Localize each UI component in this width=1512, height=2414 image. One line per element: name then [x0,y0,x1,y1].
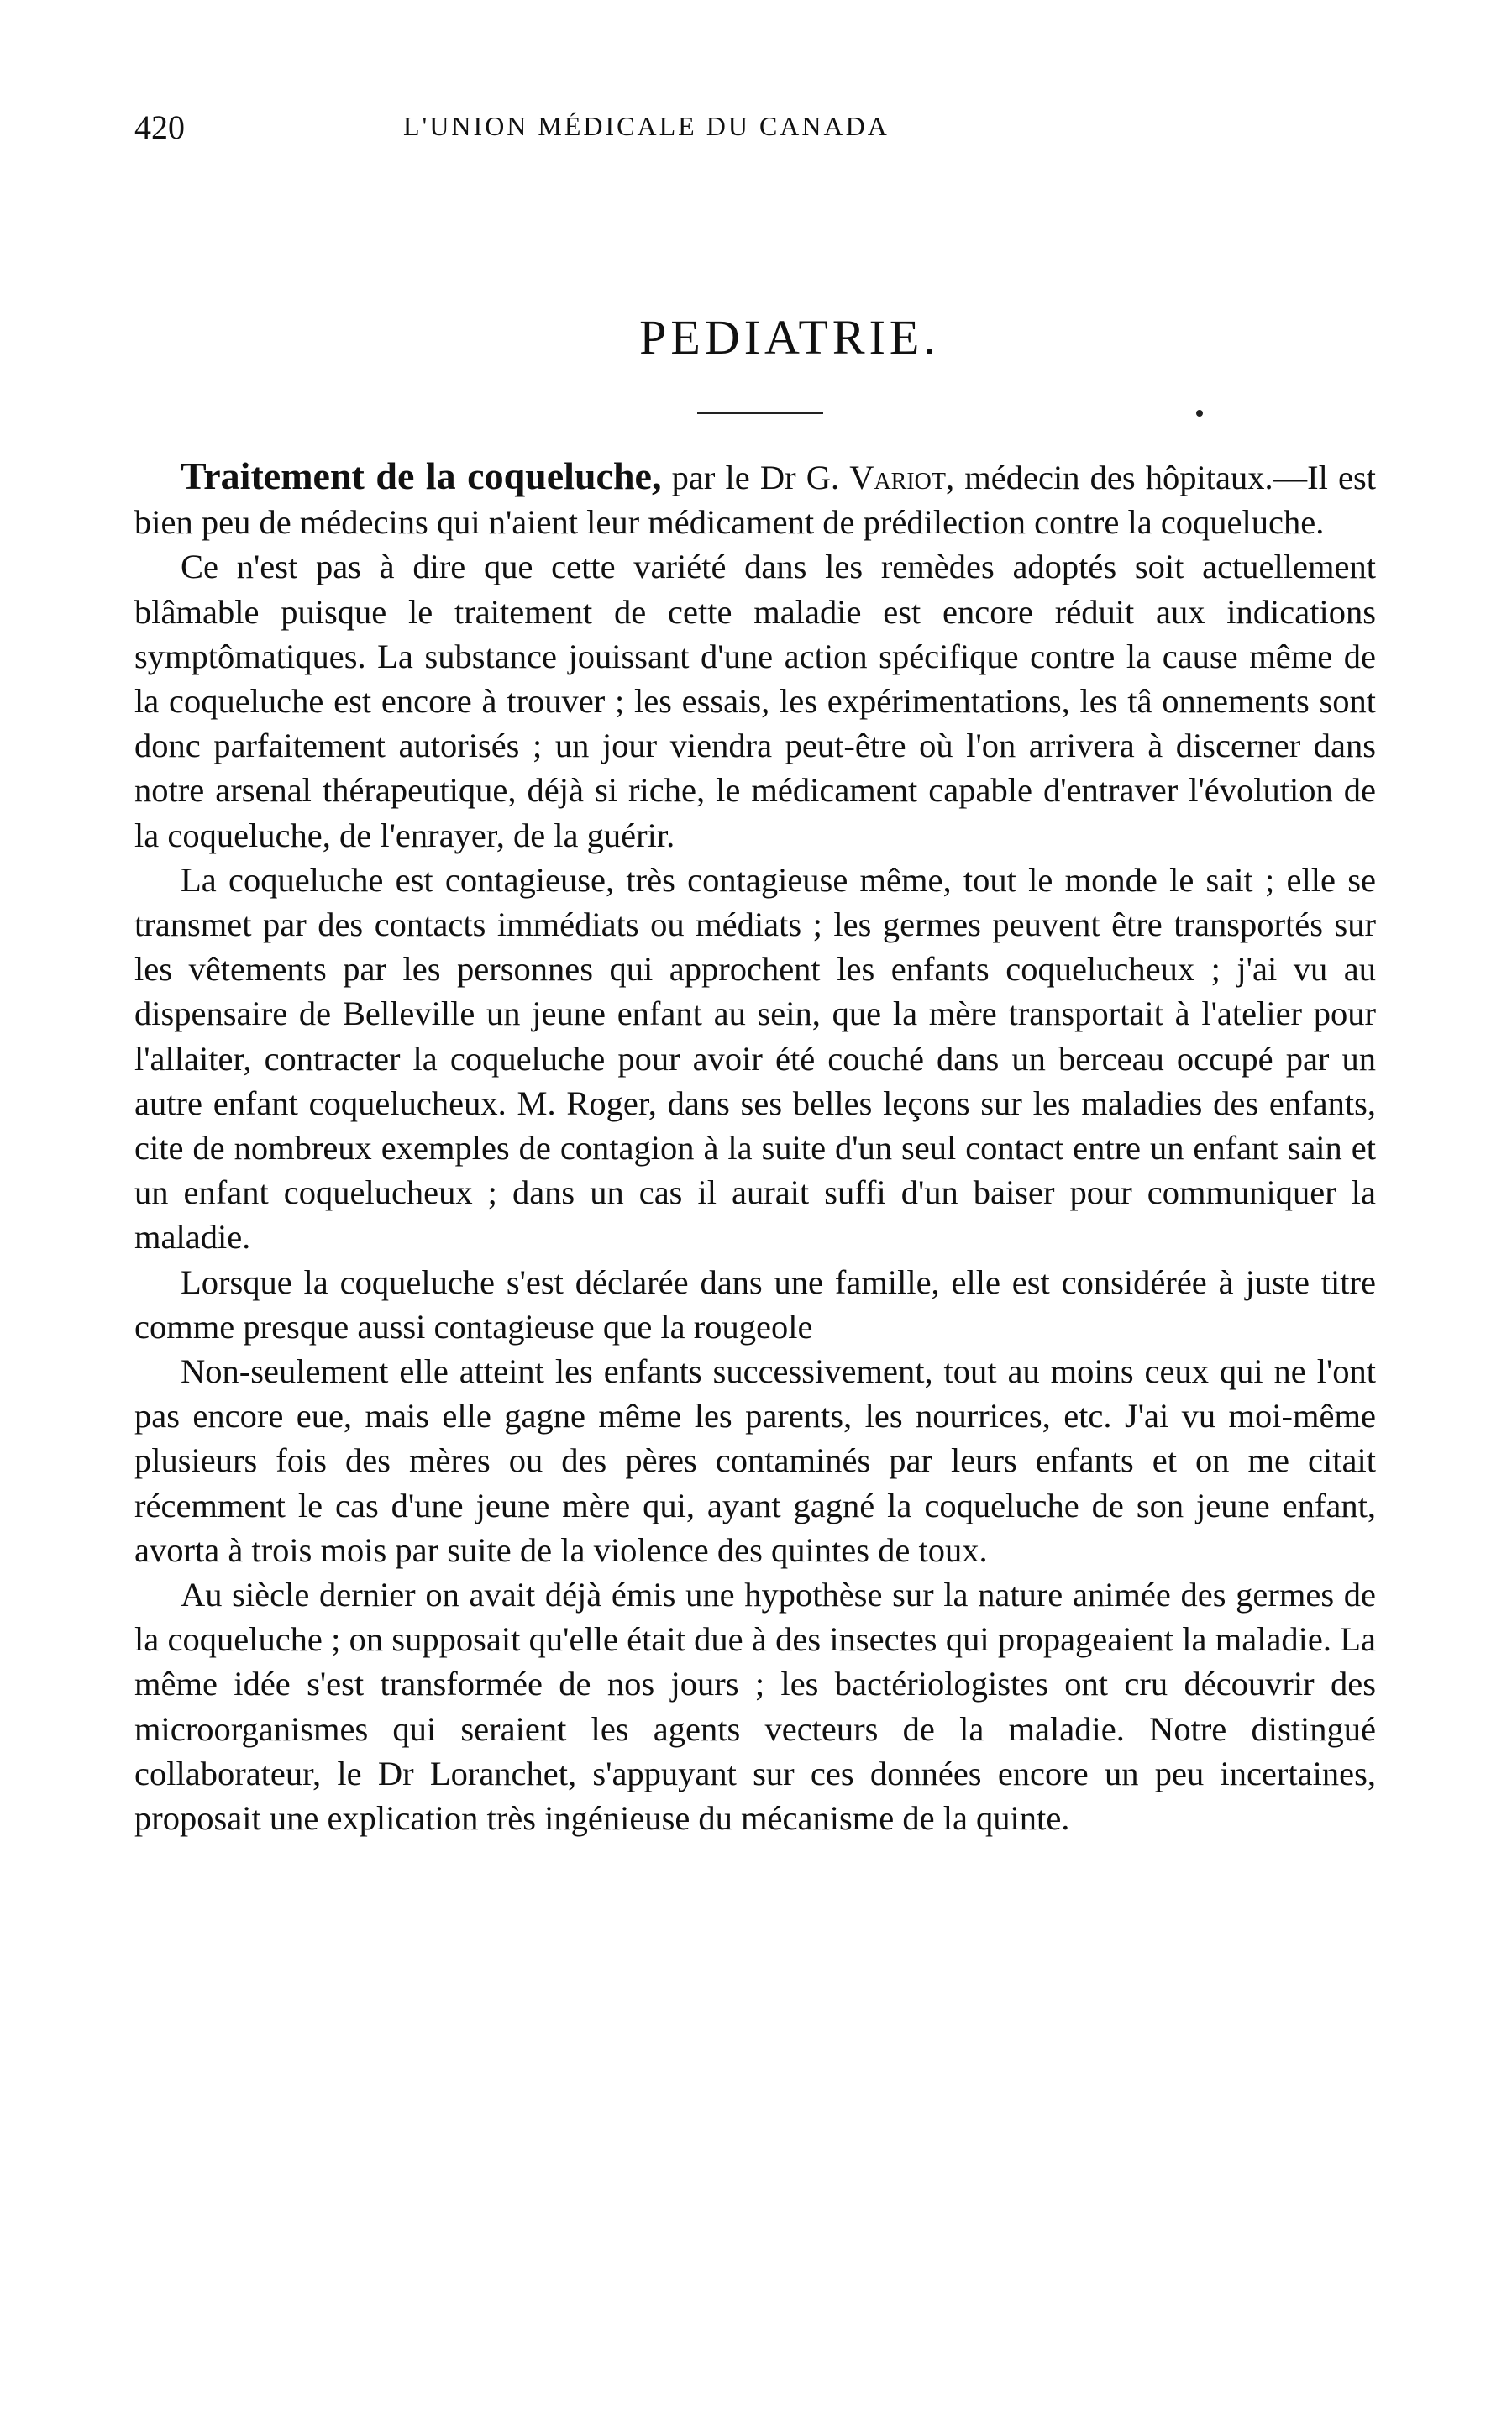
section-title: PEDIATRIE. [639,310,940,365]
paragraph: Non-seulement elle atteint les enfants successivement, tout au moins ceux qui ne l'ont pas encore eue, mais elle gagne même les parents, les nourrices, etc. J'ai vu moi-même plusieurs fois des mères ou des pères contaminés par leurs enfants et on me citait récemment le cas d'une jeune mère qui, ayant gagné la coqueluche de son jeune enfant, avorta à trois mois par suite de la violence des quintes de toux. [134,1352,1376,1569]
running-head [134,108,1378,158]
byline-suffix: , médecin des hôpitaux.—Il est bien peu de médecins qui n'aient leur médicament de prédilection contre la coqueluche. [134,459,1376,542]
author-name: Variot [849,459,947,496]
article-lead-paragraph [134,454,1376,544]
article-body [134,454,1376,1840]
page-number: 420 [134,108,185,146]
article-title: Traitement de la coqueluche, [181,454,662,497]
paragraph: Au siècle dernier on avait déjà émis une hypothèse sur la nature animée des germes de la coqueluche ; on supposait qu'elle était due à des insectes qui propageaient la maladie. La même idée s'est transformée de nos jours ; les bactériologistes ont cru découvrir des microorganismes qui seraient les agents vecteurs de la maladie. Notre distingué collaborateur, le Dr Loranchet, s'appuyant sur ces données encore un peu incertaines, proposait une explication très ingénieuse du mécanisme de la quinte. [134,1576,1376,1838]
byline-prefix: par le Dr G. [661,459,850,496]
paragraph: Lorsque la coqueluche s'est déclarée dans une famille, elle est considérée à juste titre comme presque aussi contagieuse que la rougeole [134,1262,1376,1346]
paragraph: Ce n'est pas à dire que cette variété dans les remèdes adoptés soit actuellement blâmable puisque le traitement de cette maladie est encore réduit aux indications symptômatiques. La substance jouissant d'une action spécifique contre la cause même de la coqueluche est encore à trouver ; les essais, les expérimentations, les tâ onnements sont donc parfaitement autorisés ; un jour viendra peut-être où l'on arrivera à discerner dans notre arsenal thérapeutique, déjà si riche, le médicament capable d'entraver l'évolution de la coqueluche, de l'enrayer, de la guérir. [134,548,1376,854]
journal-title: L'UNION MÉDICALE DU CANADA [403,111,890,141]
paragraph: La coqueluche est contagieuse, très contagieuse même, tout le monde le sait ; elle se transmet par des contacts immédiats ou médiats ; les germes peuvent être transportés sur les vêtements par les personnes qui approchent les enfants coquelucheux ; j'ai vu au dispensaire de Belleville un jeune enfant au sein, que la mère transportait à l'atelier pour l'allaiter, contracter la coqueluche pour avoir été couché dans un berceau occupé par un autre enfant coquelucheux. M. Roger, dans ses belles leçons sur les maladies des enfants, cite de nombreux exemples de contagion à la suite d'un seul contact entre un enfant sain et un enfant coquelucheux ; dans un cas il aurait suffi d'un baiser pour communiquer la maladie. [134,860,1376,1257]
title-rule [697,412,823,414]
printer-mark [1196,410,1203,417]
